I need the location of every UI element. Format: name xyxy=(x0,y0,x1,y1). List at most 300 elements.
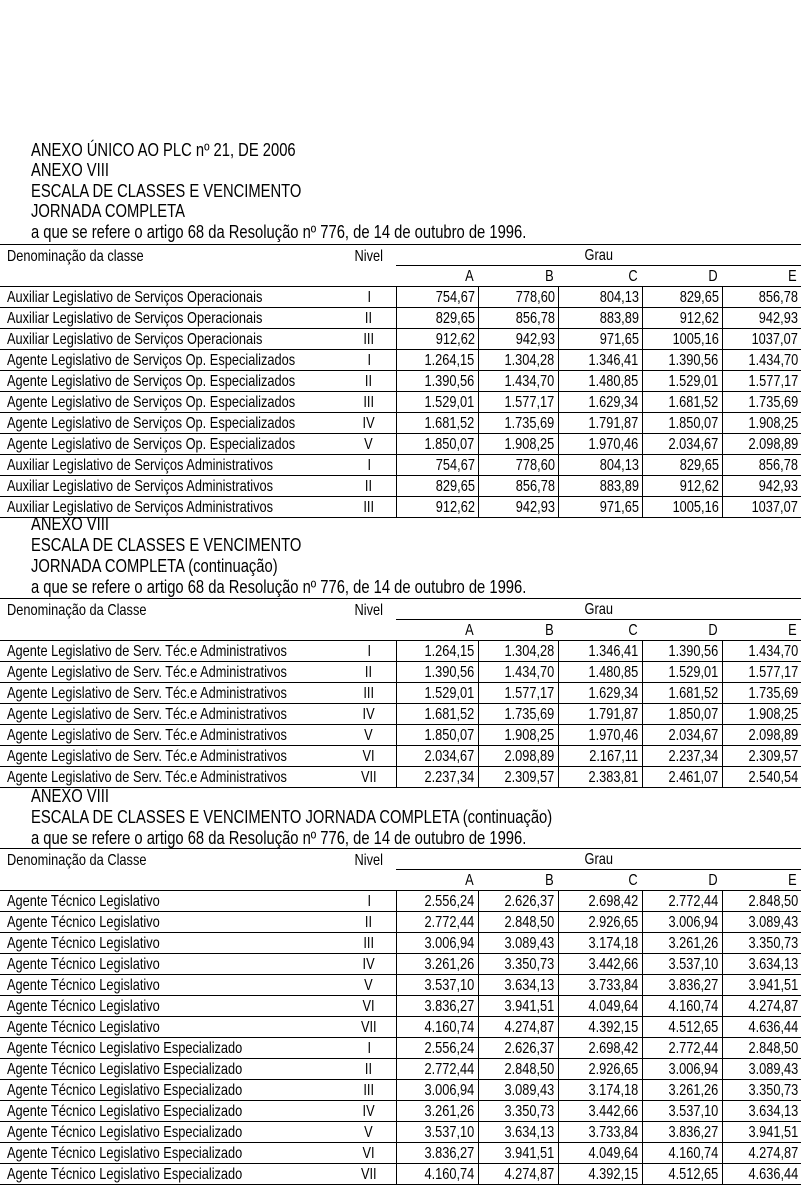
salary-value-cell: 2.237,34 xyxy=(642,746,722,767)
column-header-level: Nivel xyxy=(342,245,396,266)
class-name-cell: Auxiliar Legislativo de Serviços Operacionais xyxy=(0,287,342,308)
level-cell: III xyxy=(342,683,396,704)
salary-value-cell: 829,65 xyxy=(396,308,478,329)
table-row xyxy=(0,891,801,912)
class-name-cell: Auxiliar Legislativo de Serviços Administrativos xyxy=(0,455,342,476)
salary-value-cell: 1.264,15 xyxy=(396,350,478,371)
level-cell: III xyxy=(342,329,396,350)
class-name-cell: Agente Legislativo de Serv. Téc.e Administrativos xyxy=(0,641,342,662)
salary-value-cell: 2.848,50 xyxy=(722,1038,801,1059)
level-cell: I xyxy=(342,641,396,662)
header-line-1: ANEXO ÚNICO AO PLC nº 21, DE 2006 xyxy=(31,140,296,160)
salary-value-cell: 4.512,65 xyxy=(642,1164,722,1185)
level-cell: II xyxy=(342,371,396,392)
salary-value-cell: 4.636,44 xyxy=(722,1164,801,1185)
salary-value-cell: 1.681,52 xyxy=(396,413,478,434)
class-name-cell: Agente Legislativo de Serviços Op. Especializados xyxy=(0,413,342,434)
section-caption-line: ESCALA DE CLASSES E VENCIMENTO JORNADA COMPLETA (continuação) xyxy=(31,807,553,827)
class-name-cell: Auxiliar Legislativo de Serviços Administrativos xyxy=(0,497,342,518)
salary-value-cell: 4.160,74 xyxy=(642,996,722,1017)
salary-table-2 xyxy=(0,598,801,788)
salary-value-cell: 3.350,73 xyxy=(478,1101,558,1122)
salary-value-cell: 1.681,52 xyxy=(396,704,478,725)
salary-value-cell: 1.681,52 xyxy=(642,392,722,413)
salary-value-cell: 2.772,44 xyxy=(642,891,722,912)
salary-value-cell: 4.160,74 xyxy=(396,1164,478,1185)
grade-header-c: C xyxy=(558,870,642,891)
salary-value-cell: 2.772,44 xyxy=(396,1059,478,1080)
level-cell: II xyxy=(342,308,396,329)
class-name-cell: Agente Legislativo de Serviços Op. Especializados xyxy=(0,434,342,455)
section-caption-line: a que se refere o artigo 68 da Resolução nº 776, de 14 de outubro de 1996. xyxy=(31,828,527,848)
class-name-cell: Agente Técnico Legislativo xyxy=(0,996,342,1017)
level-cell: II xyxy=(342,662,396,683)
salary-value-cell: 1.480,85 xyxy=(558,371,642,392)
salary-value-cell: 4.274,87 xyxy=(722,996,801,1017)
salary-value-cell: 4.512,65 xyxy=(642,1017,722,1038)
salary-value-cell: 2.926,65 xyxy=(558,912,642,933)
table-row xyxy=(0,746,801,767)
table-row xyxy=(0,996,801,1017)
section-caption-line: ANEXO VIII xyxy=(31,786,109,806)
class-name-cell: Agente Legislativo de Serviços Op. Especializados xyxy=(0,371,342,392)
column-header-grau: Grau xyxy=(396,849,801,870)
salary-value-cell: 856,78 xyxy=(478,308,558,329)
class-name-cell: Agente Legislativo de Serv. Téc.e Administrativos xyxy=(0,746,342,767)
salary-value-cell: 1005,16 xyxy=(642,497,722,518)
header-line-2: ANEXO VIII xyxy=(31,160,109,180)
header-line-4: JORNADA COMPLETA xyxy=(31,201,185,221)
salary-value-cell: 2.098,89 xyxy=(722,434,801,455)
salary-value-cell: 829,65 xyxy=(642,287,722,308)
table-row xyxy=(0,413,801,434)
class-name-cell: Agente Técnico Legislativo Especializado xyxy=(0,1038,342,1059)
class-name-cell: Agente Legislativo de Serv. Téc.e Administrativos xyxy=(0,725,342,746)
table-row xyxy=(0,1101,801,1122)
empty-cell xyxy=(0,870,342,891)
empty-cell xyxy=(342,266,396,287)
salary-value-cell: 1.529,01 xyxy=(642,371,722,392)
salary-value-cell: 1.908,25 xyxy=(478,434,558,455)
salary-value-cell: 3.261,26 xyxy=(642,933,722,954)
table-row xyxy=(0,434,801,455)
salary-value-cell: 2.034,67 xyxy=(396,746,478,767)
salary-value-cell: 3.174,18 xyxy=(558,933,642,954)
salary-value-cell: 1.908,25 xyxy=(478,725,558,746)
salary-value-cell: 3.634,13 xyxy=(478,1122,558,1143)
salary-value-cell: 1.529,01 xyxy=(642,662,722,683)
salary-value-cell: 3.634,13 xyxy=(722,954,801,975)
grade-header-a: A xyxy=(396,620,478,641)
column-header-level: Nivel xyxy=(342,849,396,870)
class-name-cell: Agente Técnico Legislativo xyxy=(0,954,342,975)
table-row xyxy=(0,1017,801,1038)
salary-value-cell: 4.392,15 xyxy=(558,1017,642,1038)
header-line-5: a que se refere o artigo 68 da Resolução nº 776, de 14 de outubro de 1996. xyxy=(31,222,527,242)
salary-value-cell: 778,60 xyxy=(478,287,558,308)
salary-value-cell: 1.735,69 xyxy=(478,704,558,725)
salary-value-cell: 804,13 xyxy=(558,287,642,308)
salary-value-cell: 3.836,27 xyxy=(396,1143,478,1164)
level-cell: III xyxy=(342,933,396,954)
salary-value-cell: 3.836,27 xyxy=(642,975,722,996)
table-row xyxy=(0,329,801,350)
salary-value-cell: 4.160,74 xyxy=(642,1143,722,1164)
level-cell: II xyxy=(342,912,396,933)
salary-value-cell: 829,65 xyxy=(642,455,722,476)
salary-value-cell: 3.836,27 xyxy=(396,996,478,1017)
level-cell: VII xyxy=(342,1164,396,1185)
salary-value-cell: 1.970,46 xyxy=(558,434,642,455)
salary-value-cell: 2.626,37 xyxy=(478,891,558,912)
salary-value-cell: 1005,16 xyxy=(642,329,722,350)
level-cell: VII xyxy=(342,1017,396,1038)
level-cell: I xyxy=(342,1038,396,1059)
salary-value-cell: 1.304,28 xyxy=(478,350,558,371)
section-caption-line: JORNADA COMPLETA (continuação) xyxy=(31,556,278,576)
table-row xyxy=(0,725,801,746)
salary-value-cell: 1.434,70 xyxy=(722,641,801,662)
class-name-cell: Agente Legislativo de Serviços Op. Especializados xyxy=(0,350,342,371)
salary-value-cell: 883,89 xyxy=(558,476,642,497)
grade-header-b: B xyxy=(478,266,558,287)
salary-value-cell: 1.908,25 xyxy=(722,413,801,434)
grade-header-d: D xyxy=(642,620,722,641)
level-cell: VI xyxy=(342,1143,396,1164)
salary-value-cell: 3.442,66 xyxy=(558,1101,642,1122)
level-cell: IV xyxy=(342,704,396,725)
salary-value-cell: 856,78 xyxy=(478,476,558,497)
table-row xyxy=(0,912,801,933)
column-header-name: Denominação da Classe xyxy=(0,599,342,620)
salary-value-cell: 4.274,87 xyxy=(478,1017,558,1038)
salary-value-cell: 856,78 xyxy=(722,287,801,308)
salary-value-cell: 3.089,43 xyxy=(478,1080,558,1101)
salary-value-cell: 1.629,34 xyxy=(558,392,642,413)
salary-value-cell: 2.772,44 xyxy=(396,912,478,933)
level-cell: I xyxy=(342,891,396,912)
salary-value-cell: 4.049,64 xyxy=(558,1143,642,1164)
salary-value-cell: 1.850,07 xyxy=(642,413,722,434)
table-row xyxy=(0,954,801,975)
salary-value-cell: 754,67 xyxy=(396,455,478,476)
salary-value-cell: 1.735,69 xyxy=(722,683,801,704)
class-name-cell: Auxiliar Legislativo de Serviços Operacionais xyxy=(0,329,342,350)
salary-value-cell: 883,89 xyxy=(558,308,642,329)
class-name-cell: Agente Técnico Legislativo Especializado xyxy=(0,1143,342,1164)
table-row xyxy=(0,1122,801,1143)
class-name-cell: Agente Técnico Legislativo xyxy=(0,975,342,996)
grade-header-a: A xyxy=(396,870,478,891)
salary-table-3 xyxy=(0,848,801,1185)
salary-value-cell: 971,65 xyxy=(558,497,642,518)
salary-value-cell: 3.537,10 xyxy=(396,975,478,996)
grade-header-b: B xyxy=(478,620,558,641)
salary-value-cell: 1.434,70 xyxy=(722,350,801,371)
level-cell: III xyxy=(342,1080,396,1101)
table-row xyxy=(0,1143,801,1164)
salary-value-cell: 804,13 xyxy=(558,455,642,476)
salary-value-cell: 754,67 xyxy=(396,287,478,308)
salary-value-cell: 3.350,73 xyxy=(478,954,558,975)
salary-value-cell: 971,65 xyxy=(558,329,642,350)
class-name-cell: Auxiliar Legislativo de Serviços Operacionais xyxy=(0,308,342,329)
class-name-cell: Agente Legislativo de Serviços Op. Especializados xyxy=(0,392,342,413)
level-cell: V xyxy=(342,1122,396,1143)
salary-value-cell: 1.735,69 xyxy=(478,413,558,434)
salary-value-cell: 2.309,57 xyxy=(722,746,801,767)
salary-value-cell: 1.850,07 xyxy=(642,704,722,725)
class-name-cell: Agente Técnico Legislativo xyxy=(0,891,342,912)
salary-value-cell: 2.167,11 xyxy=(558,746,642,767)
salary-value-cell: 2.098,89 xyxy=(478,746,558,767)
salary-value-cell: 2.034,67 xyxy=(642,434,722,455)
empty-cell xyxy=(342,620,396,641)
level-cell: II xyxy=(342,476,396,497)
salary-value-cell: 1.346,41 xyxy=(558,350,642,371)
salary-value-cell: 1.390,56 xyxy=(642,641,722,662)
section-caption-line: ESCALA DE CLASSES E VENCIMENTO xyxy=(31,535,302,555)
table-row xyxy=(0,308,801,329)
class-name-cell: Agente Legislativo de Serv. Téc.e Administrativos xyxy=(0,662,342,683)
salary-value-cell: 1.390,56 xyxy=(396,371,478,392)
salary-value-cell: 1.304,28 xyxy=(478,641,558,662)
salary-value-cell: 829,65 xyxy=(396,476,478,497)
salary-value-cell: 2.848,50 xyxy=(478,912,558,933)
salary-value-cell: 1037,07 xyxy=(722,329,801,350)
salary-value-cell: 2.034,67 xyxy=(642,725,722,746)
empty-cell xyxy=(0,266,342,287)
salary-value-cell: 1.434,70 xyxy=(478,662,558,683)
class-name-cell: Agente Técnico Legislativo xyxy=(0,1017,342,1038)
salary-value-cell: 2.383,81 xyxy=(558,767,642,788)
salary-value-cell: 3.006,94 xyxy=(642,1059,722,1080)
salary-value-cell: 3.537,10 xyxy=(396,1122,478,1143)
salary-value-cell: 1.791,87 xyxy=(558,413,642,434)
salary-value-cell: 912,62 xyxy=(642,476,722,497)
grade-header-c: C xyxy=(558,266,642,287)
level-cell: II xyxy=(342,1059,396,1080)
salary-value-cell: 1.850,07 xyxy=(396,434,478,455)
class-name-cell: Auxiliar Legislativo de Serviços Administrativos xyxy=(0,476,342,497)
salary-value-cell: 2.772,44 xyxy=(642,1038,722,1059)
salary-value-cell: 3.006,94 xyxy=(396,933,478,954)
grade-header-e: E xyxy=(722,266,801,287)
salary-value-cell: 3.442,66 xyxy=(558,954,642,975)
salary-value-cell: 4.392,15 xyxy=(558,1164,642,1185)
table-row xyxy=(0,371,801,392)
salary-value-cell: 1.791,87 xyxy=(558,704,642,725)
level-cell: III xyxy=(342,392,396,413)
salary-value-cell: 3.941,51 xyxy=(722,975,801,996)
class-name-cell: Agente Técnico Legislativo Especializado xyxy=(0,1059,342,1080)
salary-value-cell: 912,62 xyxy=(396,329,478,350)
salary-value-cell: 3.261,26 xyxy=(642,1080,722,1101)
salary-value-cell: 3.006,94 xyxy=(642,912,722,933)
salary-value-cell: 2.556,24 xyxy=(396,1038,478,1059)
header-line-3: ESCALA DE CLASSES E VENCIMENTO xyxy=(31,181,302,201)
salary-value-cell: 3.174,18 xyxy=(558,1080,642,1101)
level-cell: VII xyxy=(342,767,396,788)
salary-value-cell: 1.735,69 xyxy=(722,392,801,413)
grade-header-a: A xyxy=(396,266,478,287)
salary-value-cell: 4.049,64 xyxy=(558,996,642,1017)
salary-value-cell: 2.237,34 xyxy=(396,767,478,788)
table-row xyxy=(0,662,801,683)
table-row xyxy=(0,767,801,788)
salary-value-cell: 942,93 xyxy=(478,329,558,350)
salary-value-cell: 1.577,17 xyxy=(478,392,558,413)
grade-header-b: B xyxy=(478,870,558,891)
salary-value-cell: 1.629,34 xyxy=(558,683,642,704)
grade-header-e: E xyxy=(722,870,801,891)
salary-value-cell: 3.733,84 xyxy=(558,975,642,996)
level-cell: V xyxy=(342,725,396,746)
level-cell: I xyxy=(342,287,396,308)
class-name-cell: Agente Técnico Legislativo Especializado xyxy=(0,1122,342,1143)
salary-value-cell: 2.626,37 xyxy=(478,1038,558,1059)
class-name-cell: Agente Técnico Legislativo Especializado xyxy=(0,1101,342,1122)
column-header-level: Nivel xyxy=(342,599,396,620)
salary-value-cell: 3.941,51 xyxy=(478,1143,558,1164)
salary-value-cell: 1.390,56 xyxy=(396,662,478,683)
level-cell: IV xyxy=(342,1101,396,1122)
salary-value-cell: 942,93 xyxy=(722,476,801,497)
salary-value-cell: 2.461,07 xyxy=(642,767,722,788)
salary-value-cell: 4.160,74 xyxy=(396,1017,478,1038)
table-row xyxy=(0,1164,801,1185)
salary-value-cell: 2.556,24 xyxy=(396,891,478,912)
salary-value-cell: 2.698,42 xyxy=(558,891,642,912)
salary-value-cell: 3.836,27 xyxy=(642,1122,722,1143)
class-name-cell: Agente Legislativo de Serv. Téc.e Administrativos xyxy=(0,683,342,704)
salary-value-cell: 1.577,17 xyxy=(722,371,801,392)
salary-value-cell: 1.970,46 xyxy=(558,725,642,746)
salary-value-cell: 1.529,01 xyxy=(396,392,478,413)
salary-value-cell: 1.577,17 xyxy=(722,662,801,683)
salary-value-cell: 3.941,51 xyxy=(722,1122,801,1143)
salary-value-cell: 1.577,17 xyxy=(478,683,558,704)
column-header-grau: Grau xyxy=(396,599,801,620)
salary-value-cell: 2.848,50 xyxy=(478,1059,558,1080)
salary-value-cell: 1.850,07 xyxy=(396,725,478,746)
salary-value-cell: 4.636,44 xyxy=(722,1017,801,1038)
column-header-grau: Grau xyxy=(396,245,801,266)
level-cell: V xyxy=(342,975,396,996)
salary-value-cell: 3.537,10 xyxy=(642,954,722,975)
salary-value-cell: 2.698,42 xyxy=(558,1038,642,1059)
salary-value-cell: 1037,07 xyxy=(722,497,801,518)
section-caption-line: a que se refere o artigo 68 da Resolução nº 776, de 14 de outubro de 1996. xyxy=(31,577,527,597)
level-cell: V xyxy=(342,434,396,455)
column-header-name: Denominação da Classe xyxy=(0,849,342,870)
column-header-name: Denominação da classe xyxy=(0,245,342,266)
salary-value-cell: 1.390,56 xyxy=(642,350,722,371)
salary-value-cell: 1.681,52 xyxy=(642,683,722,704)
table-row xyxy=(0,287,801,308)
salary-value-cell: 3.537,10 xyxy=(642,1101,722,1122)
table-row xyxy=(0,1038,801,1059)
salary-value-cell: 2.540,54 xyxy=(722,767,801,788)
table-row xyxy=(0,933,801,954)
salary-value-cell: 2.098,89 xyxy=(722,725,801,746)
table-row xyxy=(0,350,801,371)
salary-value-cell: 3.006,94 xyxy=(396,1080,478,1101)
salary-value-cell: 3.733,84 xyxy=(558,1122,642,1143)
salary-value-cell: 3.089,43 xyxy=(722,1059,801,1080)
table-row xyxy=(0,704,801,725)
salary-value-cell: 778,60 xyxy=(478,455,558,476)
grade-header-e: E xyxy=(722,620,801,641)
salary-value-cell: 3.261,26 xyxy=(396,954,478,975)
grade-header-d: D xyxy=(642,266,722,287)
salary-value-cell: 3.634,13 xyxy=(478,975,558,996)
level-cell: IV xyxy=(342,954,396,975)
salary-value-cell: 3.350,73 xyxy=(722,1080,801,1101)
empty-cell xyxy=(0,620,342,641)
class-name-cell: Agente Legislativo de Serv. Téc.e Administrativos xyxy=(0,767,342,788)
class-name-cell: Agente Técnico Legislativo Especializado xyxy=(0,1164,342,1185)
salary-value-cell: 3.089,43 xyxy=(478,933,558,954)
salary-value-cell: 2.926,65 xyxy=(558,1059,642,1080)
salary-value-cell: 856,78 xyxy=(722,455,801,476)
level-cell: III xyxy=(342,497,396,518)
table-row xyxy=(0,455,801,476)
class-name-cell: Agente Técnico Legislativo xyxy=(0,933,342,954)
salary-value-cell: 2.309,57 xyxy=(478,767,558,788)
table-row xyxy=(0,392,801,413)
empty-cell xyxy=(342,870,396,891)
level-cell: VI xyxy=(342,746,396,767)
class-name-cell: Agente Legislativo de Serv. Téc.e Administrativos xyxy=(0,704,342,725)
salary-value-cell: 942,93 xyxy=(478,497,558,518)
salary-value-cell: 3.634,13 xyxy=(722,1101,801,1122)
level-cell: I xyxy=(342,455,396,476)
salary-value-cell: 1.346,41 xyxy=(558,641,642,662)
salary-value-cell: 912,62 xyxy=(396,497,478,518)
table-row xyxy=(0,975,801,996)
level-cell: VI xyxy=(342,996,396,1017)
salary-value-cell: 1.264,15 xyxy=(396,641,478,662)
table-row xyxy=(0,683,801,704)
level-cell: I xyxy=(342,350,396,371)
table-row xyxy=(0,1080,801,1101)
salary-value-cell: 4.274,87 xyxy=(478,1164,558,1185)
table-row xyxy=(0,1059,801,1080)
class-name-cell: Agente Técnico Legislativo xyxy=(0,912,342,933)
salary-value-cell: 1.529,01 xyxy=(396,683,478,704)
table-row xyxy=(0,476,801,497)
salary-value-cell: 3.941,51 xyxy=(478,996,558,1017)
salary-table-1 xyxy=(0,244,801,518)
grade-header-c: C xyxy=(558,620,642,641)
salary-value-cell: 3.350,73 xyxy=(722,933,801,954)
class-name-cell: Agente Técnico Legislativo Especializado xyxy=(0,1080,342,1101)
level-cell: IV xyxy=(342,413,396,434)
salary-value-cell: 912,62 xyxy=(642,308,722,329)
salary-value-cell: 4.274,87 xyxy=(722,1143,801,1164)
salary-value-cell: 1.434,70 xyxy=(478,371,558,392)
salary-value-cell: 1.480,85 xyxy=(558,662,642,683)
salary-value-cell: 942,93 xyxy=(722,308,801,329)
salary-value-cell: 3.089,43 xyxy=(722,912,801,933)
salary-value-cell: 2.848,50 xyxy=(722,891,801,912)
salary-value-cell: 1.908,25 xyxy=(722,704,801,725)
section-caption-line: ANEXO VIII xyxy=(31,514,109,534)
salary-value-cell: 3.261,26 xyxy=(396,1101,478,1122)
grade-header-d: D xyxy=(642,870,722,891)
table-row xyxy=(0,641,801,662)
